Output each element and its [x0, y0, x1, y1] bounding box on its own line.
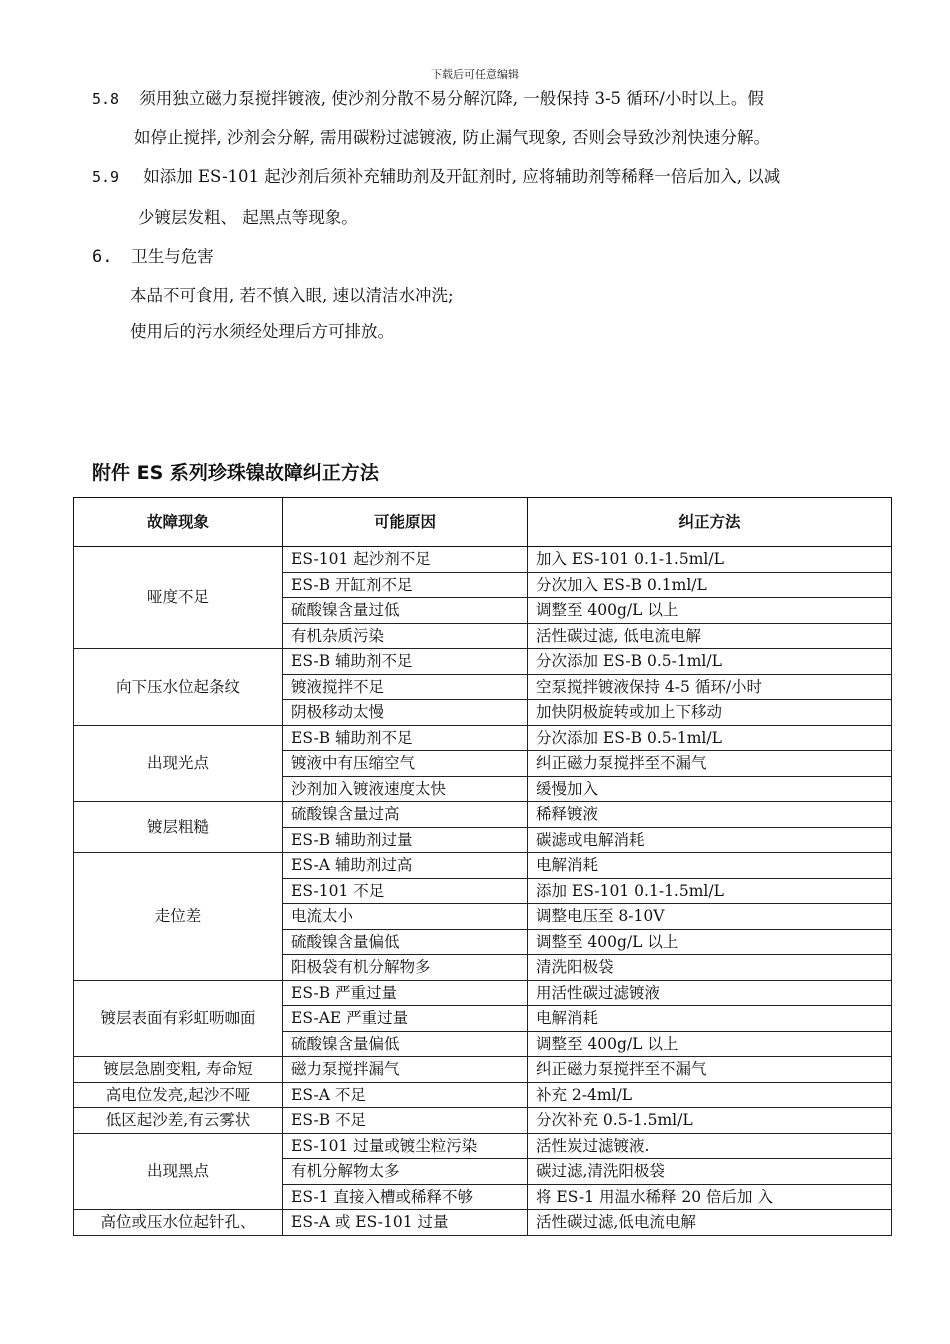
cause-cell: 镀液搅拌不足: [283, 674, 528, 700]
cause-cell: ES-B 辅助剂不足: [283, 649, 528, 675]
fix-cell: 缓慢加入: [528, 776, 892, 802]
section-5-8-line-2: 如停止搅拌, 沙剂会分解, 需用碳粉过滤镀液, 防止漏气现象, 否则会导致沙剂快速分解。: [134, 128, 770, 147]
cause-cell: 阳极袋有机分解物多: [283, 955, 528, 981]
cause-cell: 镀液中有压缩空气: [283, 751, 528, 777]
fix-cell: 加入 ES-101 0.1-1.5ml/L: [528, 547, 892, 573]
section-5-9-line-1: [92, 166, 780, 188]
fix-cell: 活性碳过滤,低电流电解: [528, 1210, 892, 1236]
fix-cell: 调整电压至 8-10V: [528, 904, 892, 930]
section-6-line-2: 使用后的污水须经处理后方可排放。: [130, 322, 394, 341]
cause-cell: ES-AE 严重过量: [283, 1006, 528, 1032]
symptom-cell: 向下压水位起条纹: [74, 649, 283, 726]
symptom-cell: 高位或压水位起针孔、: [74, 1210, 283, 1236]
fix-cell: 调整至 400g/L 以上: [528, 1031, 892, 1057]
cause-cell: 硫酸镍含量过低: [283, 598, 528, 624]
table-row: [74, 802, 892, 828]
fix-cell: 电解消耗: [528, 1006, 892, 1032]
fix-cell: 分次添加 ES-B 0.5-1ml/L: [528, 649, 892, 675]
symptom-cell: 镀层表面有彩虹呖咖面: [74, 980, 283, 1057]
fix-cell: 碳过滤,清洗阳极袋: [528, 1159, 892, 1185]
symptom-cell: 出现黑点: [74, 1133, 283, 1210]
fix-cell: 用活性碳过滤镀液: [528, 980, 892, 1006]
fix-cell: 分次加入 ES-B 0.1ml/L: [528, 572, 892, 598]
header-symptom: 故障现象: [74, 498, 283, 547]
fix-cell: 加快阴极旋转或加上下移动: [528, 700, 892, 726]
fix-cell: 添加 ES-101 0.1-1.5ml/L: [528, 878, 892, 904]
cause-cell: ES-1 直接入槽或稀释不够: [283, 1184, 528, 1210]
cause-cell: ES-B 严重过量: [283, 980, 528, 1006]
cause-cell: 硫酸镍含量偏低: [283, 929, 528, 955]
table-row: [74, 980, 892, 1006]
fix-cell: 碳滤或电解消耗: [528, 827, 892, 853]
cause-cell: 沙剂加入镀液速度太快: [283, 776, 528, 802]
fix-cell: 调整至 400g/L 以上: [528, 598, 892, 624]
table-row: [74, 853, 892, 879]
fix-cell: 活性碳过滤, 低电流电解: [528, 623, 892, 649]
table-row: [74, 1082, 892, 1108]
cause-cell: ES-A 辅助剂过高: [283, 853, 528, 879]
symptom-cell: 哑度不足: [74, 547, 283, 649]
symptom-cell: 镀层急剧变粗, 寿命短: [74, 1057, 283, 1083]
cause-cell: ES-B 不足: [283, 1108, 528, 1134]
cause-cell: 硫酸镍含量过高: [283, 802, 528, 828]
section-5-8-line-1: [92, 88, 764, 110]
section-text: 如添加 ES-101 起沙剂后须补充辅助剂及开缸剂时, 应将辅助剂等稀释一倍后加入, 以减: [143, 167, 781, 186]
section-6-title: [92, 246, 214, 268]
section-6-line-1: 本品不可食用, 若不慎入眼, 速以清洁水冲洗;: [130, 286, 454, 305]
cause-cell: 电流太小: [283, 904, 528, 930]
fix-cell: 补充 2-4ml/L: [528, 1082, 892, 1108]
symptom-cell: 镀层粗糙: [74, 802, 283, 853]
fix-cell: 纠正磁力泵搅拌至不漏气: [528, 1057, 892, 1083]
fix-cell: 电解消耗: [528, 853, 892, 879]
cause-cell: 硫酸镍含量偏低: [283, 1031, 528, 1057]
table-body: [74, 547, 892, 1236]
table-row: [74, 1108, 892, 1134]
cause-cell: ES-101 起沙剂不足: [283, 547, 528, 573]
cause-cell: ES-101 不足: [283, 878, 528, 904]
symptom-cell: 低区起沙差,有云雾状: [74, 1108, 283, 1134]
symptom-cell: 出现光点: [74, 725, 283, 802]
fix-cell: 稀释镀液: [528, 802, 892, 828]
section-5-9-line-2: 少镀层发粗、 起黑点等现象。: [138, 208, 358, 227]
cause-cell: 有机杂质污染: [283, 623, 528, 649]
table-row: [74, 725, 892, 751]
fix-cell: 分次添加 ES-B 0.5-1ml/L: [528, 725, 892, 751]
fix-cell: 调整至 400g/L 以上: [528, 929, 892, 955]
fault-table: [73, 497, 892, 1236]
section-number: 5.9: [92, 168, 120, 186]
cause-cell: ES-A 或 ES-101 过量: [283, 1210, 528, 1236]
cause-cell: 磁力泵搅拌漏气: [283, 1057, 528, 1083]
cause-cell: ES-B 辅助剂过量: [283, 827, 528, 853]
cause-cell: ES-101 过量或镀尘粒污染: [283, 1133, 528, 1159]
symptom-cell: 高电位发亮,起沙不哑: [74, 1082, 283, 1108]
section-number: 6.: [92, 247, 113, 267]
table-row: [74, 1057, 892, 1083]
symptom-cell: 走位差: [74, 853, 283, 981]
cause-cell: 阴极移动太慢: [283, 700, 528, 726]
section-number: 5.8: [92, 90, 120, 108]
table-header-row: [74, 498, 892, 547]
table-row: [74, 1133, 892, 1159]
header-cause: 可能原因: [283, 498, 528, 547]
table-row: [74, 547, 892, 573]
fix-cell: 空泵搅拌镀液保持 4-5 循环/小时: [528, 674, 892, 700]
cause-cell: ES-B 开缸剂不足: [283, 572, 528, 598]
cause-cell: ES-B 辅助剂不足: [283, 725, 528, 751]
fix-cell: 活性炭过滤镀液.: [528, 1133, 892, 1159]
section-text: 须用独立磁力泵搅拌镀液, 使沙剂分散不易分解沉降, 一般保持 3-5 循环/小时以上。假: [139, 89, 764, 108]
header-fix: 纠正方法: [528, 498, 892, 547]
fix-cell: 清洗阳极袋: [528, 955, 892, 981]
table-row: [74, 649, 892, 675]
appendix-title: 附件 ES 系列珍珠镍故障纠正方法: [92, 462, 379, 484]
table-row: [74, 1210, 892, 1236]
header-note: 下载后可任意编辑: [431, 68, 519, 81]
cause-cell: 有机分解物太多: [283, 1159, 528, 1185]
cause-cell: ES-A 不足: [283, 1082, 528, 1108]
fix-cell: 将 ES-1 用温水稀释 20 倍后加 入: [528, 1184, 892, 1210]
fix-cell: 纠正磁力泵搅拌至不漏气: [528, 751, 892, 777]
fix-cell: 分次补充 0.5-1.5ml/L: [528, 1108, 892, 1134]
section-title: 卫生与危害: [131, 247, 214, 266]
